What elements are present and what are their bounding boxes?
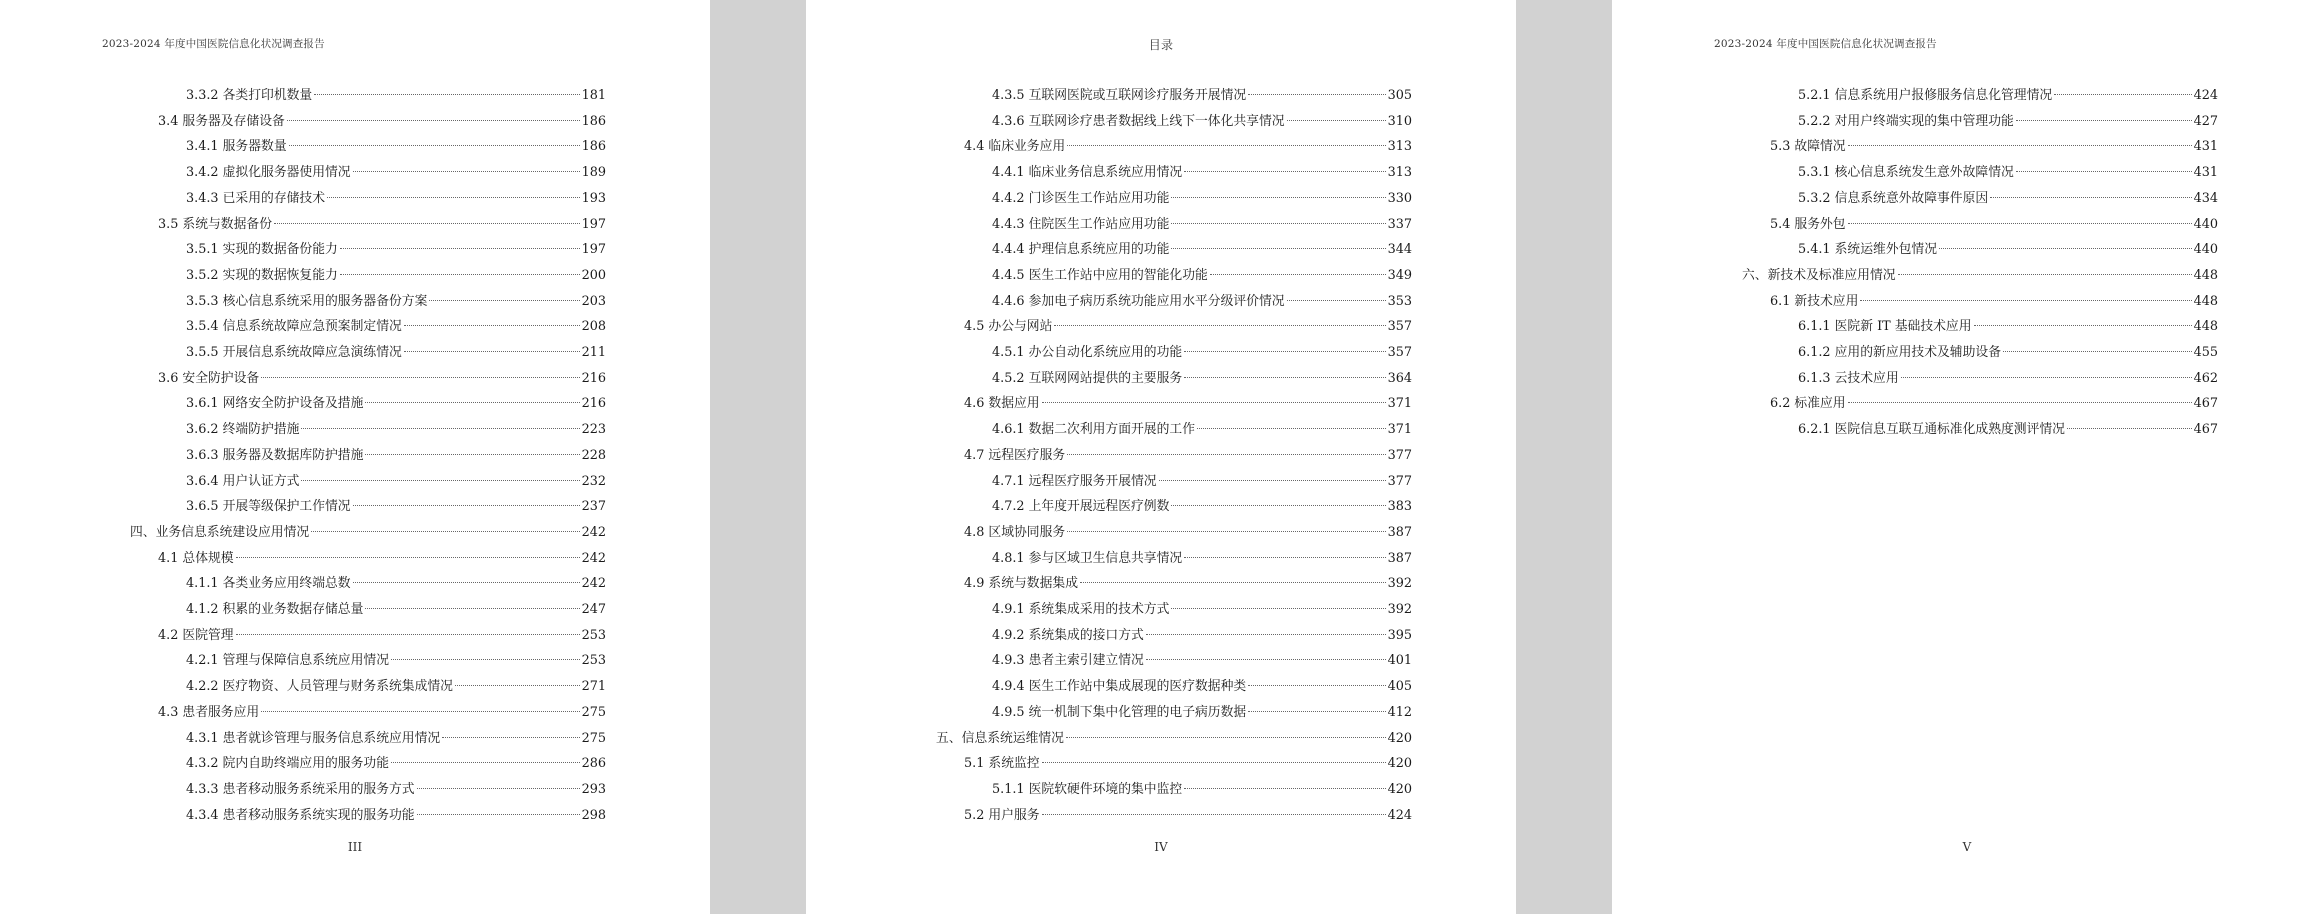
toc-entry[interactable] [158,624,606,648]
toc-entry-page-number: 216 [581,370,606,386]
toc-entry-title: 6.1 新技术应用 [1770,293,1859,309]
toc-dot-leader [301,428,579,429]
toc-dot-leader [1848,402,2192,403]
toc-entry[interactable] [1798,161,2218,185]
toc-dot-leader [2016,171,2192,172]
toc-entry[interactable] [1798,84,2218,108]
toc-entry[interactable] [1798,418,2218,442]
viewer-gutter-2 [1516,0,1612,914]
toc-entry[interactable] [992,213,1412,237]
toc-entry-page-number: 203 [581,293,606,309]
toc-entry-title: 4.4.6 参加电子病历系统功能应用水平分级评价情况 [992,293,1285,309]
toc-entry-title: 4.2.1 管理与保障信息系统应用情况 [186,653,389,669]
toc-entry-page-number: 216 [581,396,606,412]
page-number: III [347,840,363,854]
toc-entry-title: 4.9.4 医生工作站中集成展现的医疗数据种类 [992,679,1247,695]
toc-entry-page-number: 181 [581,88,606,103]
toc-entry[interactable] [186,392,606,416]
toc-entry-page-number: 305 [1387,88,1412,103]
toc-entry-title: 3.4.2 虚拟化服务器使用情况 [186,165,351,181]
toc-entry-title: 4.4.3 住院医生工作站应用功能 [992,216,1170,232]
toc-dot-leader [1067,145,1385,146]
toc-dot-leader [1848,223,2192,224]
toc-entry[interactable] [992,238,1412,262]
toc-entry[interactable] [992,367,1412,391]
toc-entry-title: 3.3.2 各类打印机数量 [186,88,313,103]
toc-entry[interactable] [1798,187,2218,211]
toc-entry-title: 4.7.2 上年度开展远程医疗例数 [992,499,1170,515]
toc-entry-page-number: 247 [581,602,606,617]
toc-dot-leader [1197,428,1386,429]
toc-entry-page-number: 377 [1387,447,1412,463]
toc-dot-leader [1184,377,1385,378]
toc-entry-page-number: 424 [1387,807,1412,823]
toc-entry[interactable] [1798,315,2218,339]
toc-entry-title: 3.6.4 用户认证方式 [186,473,300,489]
toc-entry-title: 3.4.3 已采用的存储技术 [186,190,326,206]
toc-dot-leader [1080,582,1386,583]
toc-dot-leader [1287,120,1386,121]
toc-entry-page-number: 337 [1387,216,1412,232]
toc-dot-leader [1210,274,1386,275]
toc-dot-leader [236,557,580,558]
toc-entry[interactable] [186,752,606,776]
toc-entry-title: 5.3.2 信息系统意外故障事件原因 [1798,190,1989,206]
toc-entry[interactable] [186,572,606,596]
toc-entry-page-number: 371 [1387,396,1412,412]
toc-entry-page-number: 232 [581,473,606,489]
toc-entry-title: 3.5.5 开展信息系统故障应急演练情况 [186,345,402,360]
toc-entry-page-number: 377 [1387,473,1412,489]
toc-entry-title: 4.5 办公与网站 [964,319,1053,335]
toc-entry-page-number: 357 [1387,345,1412,360]
toc-entry-title: 6.2 标准应用 [1770,396,1846,412]
toc-entry-page-number: 420 [1387,781,1412,797]
toc-entry[interactable] [186,264,606,288]
toc-dot-leader [1248,711,1385,712]
toc-dot-leader [1171,197,1385,198]
toc-entry-page-number: 424 [2193,88,2218,103]
toc-entry-page-number: 313 [1387,139,1412,155]
toc-entry-page-number: 412 [1387,704,1412,720]
toc-entry-title: 6.2.1 医院信息互联互通标准化成熟度测评情况 [1798,422,2065,438]
toc-entry-page-number: 420 [1387,756,1412,772]
toc-dot-leader [365,454,579,455]
toc-entry-title: 3.5.2 实现的数据恢复能力 [186,267,338,283]
toc-entry-page-number: 383 [1387,499,1412,515]
toc-entry[interactable] [1770,392,2218,416]
toc-entry[interactable] [964,315,1412,339]
toc-entry-title: 4.3.3 患者移动服务系统采用的服务方式 [186,781,415,797]
toc-entry-title: 4.3.5 互联网医院或互联网诊疗服务开展情况 [992,88,1247,103]
toc-entry-page-number: 427 [2193,113,2218,129]
toc-dot-leader [455,685,580,686]
toc-entry-page-number: 186 [581,113,606,129]
toc-entry[interactable] [1770,290,2218,314]
toc-entry-title: 3.6.5 开展等级保护工作情况 [186,499,351,515]
toc-entry[interactable] [992,547,1412,571]
toc-entry-title: 4.9 系统与数据集成 [964,576,1078,592]
toc-dot-leader [1171,223,1385,224]
running-header: 2023-2024 年度中国医院信息化状况调查报告 [1714,38,1937,50]
toc-entry-title: 5.2.2 对用户终端实现的集中管理功能 [1798,113,2014,129]
toc-entry[interactable] [186,315,606,339]
toc-entry-title: 4.2.2 医疗物资、人员管理与财务系统集成情况 [186,679,453,695]
running-header: 目录 [1148,38,1174,52]
toc-entry-title: 五、信息系统运维情况 [936,730,1064,746]
toc-dot-leader [301,480,579,481]
toc-dot-leader [1248,94,1385,95]
toc-entry[interactable] [186,238,606,262]
toc-dot-leader [1974,325,2192,326]
toc-dot-leader [287,120,580,121]
toc-dot-leader [1184,351,1385,352]
toc-entry-page-number: 440 [2193,242,2218,258]
toc-dot-leader [1171,608,1385,609]
toc-entry-page-number: 455 [2193,345,2218,360]
toc-dot-leader [417,814,580,815]
page-number: V [1962,840,1972,854]
toc-entry-page-number: 298 [581,807,606,823]
toc-entry[interactable] [1798,110,2218,134]
toc-entry[interactable] [186,470,606,494]
toc-entry-page-number: 242 [581,576,606,592]
toc-entry-title: 3.4 服务器及存储设备 [158,113,285,129]
toc-entry[interactable] [186,444,606,468]
toc-entry-title: 4.5.2 互联网网站提供的主要服务 [992,370,1183,386]
toc-entry-title: 3.4.1 服务器数量 [186,139,287,155]
toc-dot-leader [1990,197,2191,198]
toc-entry[interactable] [186,161,606,185]
toc-entry-page-number: 401 [1387,653,1412,669]
toc-dot-leader [1067,454,1385,455]
toc-dot-leader [1171,505,1385,506]
toc-dot-leader [353,505,580,506]
toc-entry-title: 4.3.2 院内自助终端应用的服务功能 [186,756,389,772]
toc-entry-page-number: 253 [581,653,606,669]
toc-dot-leader [353,582,580,583]
toc-entry[interactable] [158,547,606,571]
toc-entry-page-number: 357 [1387,319,1412,335]
toc-entry[interactable] [1798,341,2218,365]
toc-entry[interactable] [1770,135,2218,159]
toc-entry-page-number: 330 [1387,190,1412,206]
toc-entry[interactable] [992,341,1412,365]
toc-entry[interactable] [130,521,606,545]
toc-entry-title: 4.6.1 数据二次利用方面开展的工作 [992,422,1195,438]
toc-entry-page-number: 462 [2193,370,2218,386]
toc-dot-leader [404,351,580,352]
toc-entry-title: 5.3 故障情况 [1770,139,1846,155]
toc-entry-page-number: 364 [1387,370,1412,386]
toc-entry-title: 4.9.2 系统集成的接口方式 [992,627,1144,643]
toc-dot-leader [404,325,580,326]
toc-entry-page-number: 208 [581,319,606,335]
toc-entry[interactable] [992,470,1412,494]
toc-entry-page-number: 448 [2193,293,2218,309]
toc-dot-leader [2054,94,2191,95]
toc-dot-leader [1067,531,1385,532]
toc-entry-title: 5.1.1 医院软硬件环境的集中监控 [992,781,1183,797]
toc-dot-leader [417,788,580,789]
toc-dot-leader [1042,402,1386,403]
toc-entry-title: 5.4.1 系统运维外包情况 [1798,242,1938,258]
toc-entry-page-number: 387 [1387,524,1412,540]
toc-dot-leader [2016,120,2192,121]
toc-entry-page-number: 405 [1387,679,1412,695]
toc-entry-title: 3.5.1 实现的数据备份能力 [186,242,338,258]
toc-dot-leader [1848,145,2192,146]
toc-entry-title: 4.1 总体规模 [158,550,234,566]
toc-entry[interactable] [186,135,606,159]
toc-entry[interactable] [964,444,1412,468]
toc-entry-page-number: 310 [1387,113,1412,129]
toc-entry[interactable] [992,290,1412,314]
toc-entry-page-number: 371 [1387,422,1412,438]
toc-entry-page-number: 467 [2193,422,2218,438]
toc-entry-title: 5.4 服务外包 [1770,216,1846,232]
toc-entry-page-number: 392 [1387,576,1412,592]
toc-entry-page-number: 242 [581,524,606,540]
toc-entry-title: 4.4.2 门诊医生工作站应用功能 [992,190,1170,206]
toc-entry-page-number: 431 [2193,139,2218,155]
toc-entry-page-number: 197 [581,216,606,232]
toc-entry[interactable] [964,521,1412,545]
toc-dot-leader [289,145,580,146]
toc-entry-page-number: 197 [581,242,606,258]
toc-dot-leader [314,94,579,95]
toc-dot-leader [1898,274,2192,275]
toc-entry-title: 3.6.3 服务器及数据库防护措施 [186,447,364,463]
toc-entry-page-number: 448 [2193,319,2218,335]
toc-entry[interactable] [186,84,606,108]
toc-entry-title: 5.2 用户服务 [964,807,1040,823]
toc-entry-page-number: 467 [2193,396,2218,412]
toc-entry-title: 5.2.1 信息系统用户报修服务信息化管理情况 [1798,88,2053,103]
toc-entry-page-number: 286 [581,756,606,772]
toc-entry[interactable] [158,213,606,237]
toc-entry[interactable] [992,161,1412,185]
toc-entry-page-number: 228 [581,447,606,463]
running-header: 2023-2024 年度中国医院信息化状况调查报告 [102,38,325,50]
toc-entry[interactable] [992,701,1412,725]
toc-entry-page-number: 353 [1387,293,1412,309]
toc-entry-title: 6.1.2 应用的新应用技术及辅助设备 [1798,345,2001,360]
toc-entry[interactable] [186,727,606,751]
toc-entry-page-number: 349 [1387,267,1412,283]
toc-entry-title: 4.3.4 患者移动服务系统实现的服务功能 [186,807,415,823]
toc-dot-leader [365,608,579,609]
toc-entry-title: 四、业务信息系统建设应用情况 [130,524,310,540]
toc-entry-title: 3.5.3 核心信息系统采用的服务器备份方案 [186,293,428,309]
toc-entry-title: 4.9.3 患者主索引建立情况 [992,653,1144,669]
toc-entry[interactable] [992,495,1412,519]
toc-entry[interactable] [1798,367,2218,391]
toc-dot-leader [340,248,580,249]
toc-entry-page-number: 271 [581,679,606,695]
toc-dot-leader [2003,351,2192,352]
toc-dot-leader [1184,171,1385,172]
toc-entry[interactable] [992,675,1412,699]
toc-dot-leader [311,531,579,532]
toc-entry[interactable] [1742,264,2218,288]
toc-entry-title: 4.3.1 患者就诊管理与服务信息系统应用情况 [186,730,441,746]
toc-entry-title: 4.4 临床业务应用 [964,139,1066,155]
toc-dot-leader [2067,428,2192,429]
toc-entry-page-number: 193 [581,190,606,206]
toc-entry-title: 3.6.1 网络安全防护设备及措施 [186,396,364,412]
toc-dot-leader [391,762,580,763]
toc-entry[interactable] [992,598,1412,622]
toc-entry[interactable] [186,495,606,519]
toc-entry[interactable] [992,649,1412,673]
viewer-gutter-1 [710,0,806,914]
toc-dot-leader [340,274,580,275]
toc-entry[interactable] [186,675,606,699]
toc-entry-title: 4.1.1 各类业务应用终端总数 [186,576,351,592]
toc-entry[interactable] [992,187,1412,211]
toc-dot-leader [1939,248,2192,249]
toc-entry[interactable] [186,418,606,442]
toc-entry-title: 3.6 安全防护设备 [158,370,260,386]
toc-entry[interactable] [992,264,1412,288]
toc-entry-page-number: 313 [1387,165,1412,181]
toc-entry[interactable] [992,624,1412,648]
toc-entry[interactable] [964,804,1412,828]
toc-entry-page-number: 237 [581,499,606,515]
toc-entry-title: 4.4.1 临床业务信息系统应用情况 [992,165,1183,181]
toc-dot-leader [1248,685,1385,686]
toc-entry[interactable] [992,778,1412,802]
toc-entry-title: 6.1.1 医院新 IT 基础技术应用 [1798,319,1972,335]
toc-dot-leader [261,711,579,712]
toc-dot-leader [1184,557,1385,558]
toc-entry-title: 4.3 患者服务应用 [158,704,260,720]
toc-entry[interactable] [964,392,1412,416]
toc-entry-title: 4.7.1 远程医疗服务开展情况 [992,473,1157,489]
toc-entry[interactable] [158,701,606,725]
toc-dot-leader [391,659,580,660]
toc-dot-leader [274,223,580,224]
toc-entry-title: 4.4.5 医生工作站中应用的智能化功能 [992,267,1208,283]
toc-entry-page-number: 293 [581,781,606,797]
toc-entry[interactable] [186,598,606,622]
toc-entry[interactable] [158,110,606,134]
toc-entry-title: 3.5.4 信息系统故障应急预案制定情况 [186,319,402,335]
toc-entry[interactable] [992,84,1412,108]
toc-dot-leader [1159,480,1386,481]
toc-entry-title: 4.8 区域协同服务 [964,524,1066,540]
toc-entry-page-number: 211 [581,345,606,360]
toc-dot-leader [442,737,579,738]
toc-dot-leader [236,634,580,635]
toc-dot-leader [1171,248,1385,249]
toc-entry-page-number: 395 [1387,627,1412,643]
toc-dot-leader [327,197,580,198]
toc-entry[interactable] [964,572,1412,596]
toc-entry-title: 5.1 系统监控 [964,756,1040,772]
document-page-v [1612,0,2318,914]
toc-dot-leader [1184,788,1385,789]
toc-entry[interactable] [964,752,1412,776]
toc-entry-page-number: 392 [1387,602,1412,617]
toc-entry[interactable] [186,649,606,673]
toc-entry[interactable] [1770,213,2218,237]
toc-entry[interactable] [186,187,606,211]
document-page-iv [806,0,1516,914]
toc-entry-title: 六、新技术及标准应用情况 [1742,267,1896,283]
toc-entry-page-number: 344 [1387,242,1412,258]
page-number: IV [1154,840,1168,854]
toc-entry-page-number: 186 [581,139,606,155]
toc-entry-title: 4.5.1 办公自动化系统应用的功能 [992,345,1183,360]
toc-entry-page-number: 189 [581,165,606,181]
toc-dot-leader [353,171,580,172]
toc-entry-title: 4.2 医院管理 [158,627,234,643]
toc-entry-page-number: 448 [2193,267,2218,283]
toc-dot-leader [1146,634,1386,635]
toc-entry-page-number: 200 [581,267,606,283]
toc-entry-title: 4.7 远程医疗服务 [964,447,1066,463]
toc-entry-title: 3.5 系统与数据备份 [158,216,272,232]
toc-dot-leader [1066,737,1386,738]
toc-entry-title: 5.3.1 核心信息系统发生意外故障情况 [1798,165,2014,181]
toc-entry-page-number: 275 [581,730,606,746]
toc-entry-title: 4.8.1 参与区域卫生信息共享情况 [992,550,1183,566]
toc-entry[interactable] [992,418,1412,442]
toc-entry-title: 4.4.4 护理信息系统应用的功能 [992,242,1170,258]
toc-dot-leader [365,402,579,403]
toc-entry[interactable] [936,727,1412,751]
toc-entry-page-number: 387 [1387,550,1412,566]
toc-entry[interactable] [964,135,1412,159]
toc-dot-leader [1860,300,2191,301]
toc-entry[interactable] [186,778,606,802]
toc-dot-leader [1054,325,1385,326]
toc-entry[interactable] [158,367,606,391]
document-page-iii [0,0,710,914]
toc-entry-page-number: 253 [581,627,606,643]
toc-entry[interactable] [186,341,606,365]
toc-entry-title: 4.9.5 统一机制下集中化管理的电子病历数据 [992,704,1247,720]
toc-entry-title: 4.1.2 积累的业务数据存储总量 [186,602,364,617]
toc-dot-leader [1287,300,1386,301]
toc-entry-page-number: 275 [581,704,606,720]
toc-entry-page-number: 242 [581,550,606,566]
toc-entry-title: 4.9.1 系统集成采用的技术方式 [992,602,1170,617]
toc-entry[interactable] [186,804,606,828]
toc-dot-leader [1042,762,1386,763]
toc-entry-title: 4.6 数据应用 [964,396,1040,412]
toc-entry[interactable] [1798,238,2218,262]
toc-entry-page-number: 434 [2193,190,2218,206]
toc-dot-leader [1146,659,1386,660]
toc-dot-leader [429,300,579,301]
toc-entry-title: 6.1.3 云技术应用 [1798,370,1899,386]
toc-dot-leader [261,377,579,378]
toc-dot-leader [1042,814,1386,815]
toc-entry-page-number: 420 [1387,730,1412,746]
toc-entry-title: 3.6.2 终端防护措施 [186,422,300,438]
toc-entry-page-number: 440 [2193,216,2218,232]
toc-entry-page-number: 223 [581,422,606,438]
toc-dot-leader [1901,377,2192,378]
toc-entry[interactable] [992,110,1412,134]
toc-entry-page-number: 431 [2193,165,2218,181]
toc-entry[interactable] [186,290,606,314]
toc-entry-title: 4.3.6 互联网诊疗患者数据线上线下一体化共享情况 [992,113,1285,129]
